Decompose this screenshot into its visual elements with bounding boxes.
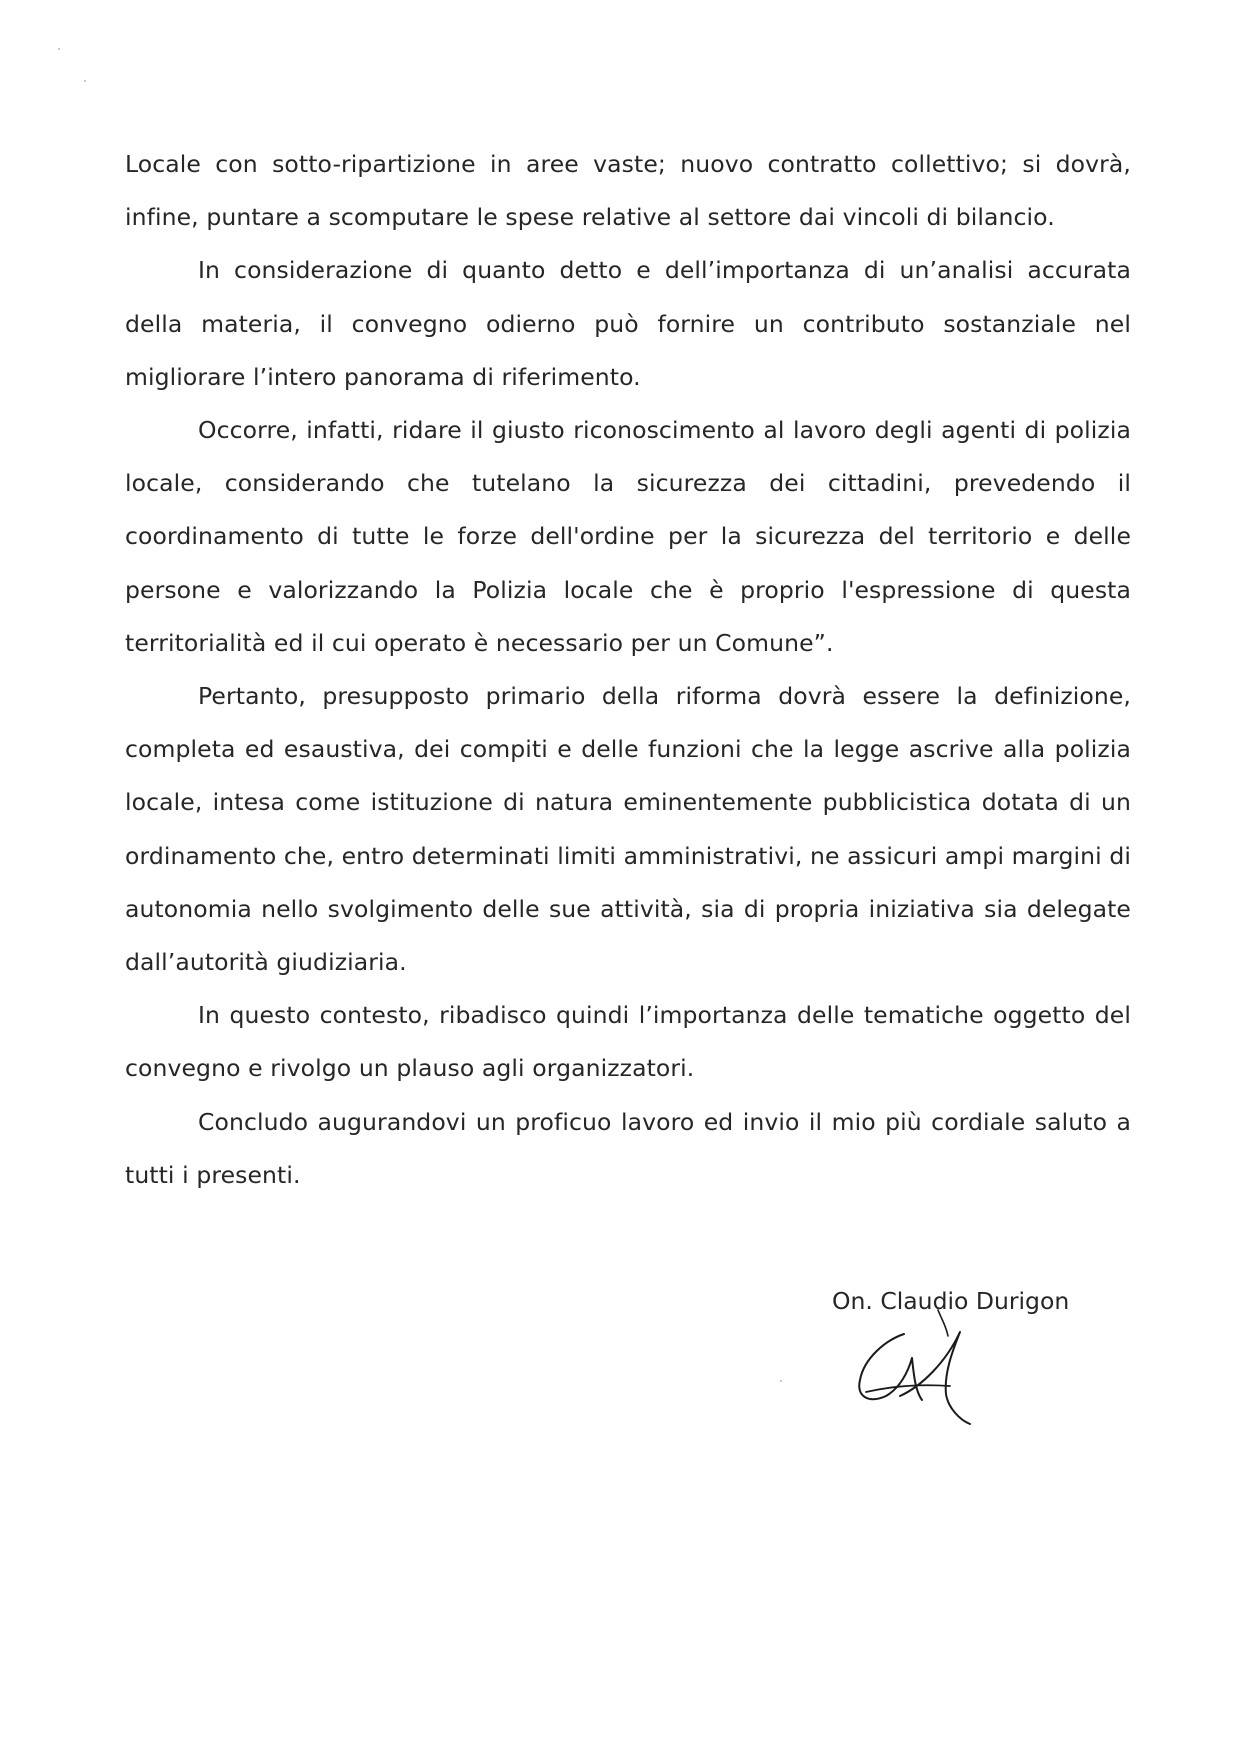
signatory-name: On. Claudio Durigon — [832, 1287, 1070, 1315]
paragraph-3: Occorre, infatti, ridare il giusto riconoscimento al lavoro degli agenti di polizia locale, considerando che tutelano la sicurezza dei cittadini, prevedendo il coordinamento di tutte le forze dell'ordine per la sicurezza del territorio e delle persone e valorizzando la Polizia locale che è proprio l'espressione di questa territorialità ed il cui operato è necessario per un Comune”. — [125, 416, 1131, 657]
scan-speck — [58, 48, 60, 50]
paragraph-6: Concludo augurandovi un proficuo lavoro ed invio il mio più cordiale saluto a tutti i presenti. — [125, 1107, 1131, 1189]
letter-body — [125, 138, 1131, 1202]
scan-speck — [84, 80, 86, 82]
paragraph-4: Pertanto, presupposto primario della riforma dovrà essere la definizione, completa ed esaustiva, dei compiti e delle funzioni che la legge ascrive alla polizia locale, intesa come istituzione di natura eminentemente pubblicistica dotata di un ordinamento che, entro determinati limiti amministrativi, ne assicuri ampi margini di autonomia nello svolgimento delle sue attività, sia di propria iniziativa sia delegate dall’autorità giudiziaria. — [125, 682, 1131, 977]
paragraph-1: Locale con sotto-ripartizione in aree vaste; nuovo contratto collettivo; si dovrà, infine, puntare a scomputare le spese relative al settore dai vincoli di bilancio. — [125, 150, 1131, 232]
handwritten-signature-icon — [842, 1296, 992, 1426]
paragraph-5: In questo contesto, ribadisco quindi l’importanza delle tematiche oggetto del convegno e rivolgo un plauso agli organizzatori. — [125, 1001, 1131, 1083]
scan-speck — [780, 1380, 782, 1382]
signature-block — [832, 1286, 1092, 1426]
paragraph-2: In considerazione di quanto detto e dell’importanza di un’analisi accurata della materia, il convegno odierno può fornire un contributo sostanziale nel migliorare l’intero panorama di riferimento. — [125, 256, 1131, 391]
